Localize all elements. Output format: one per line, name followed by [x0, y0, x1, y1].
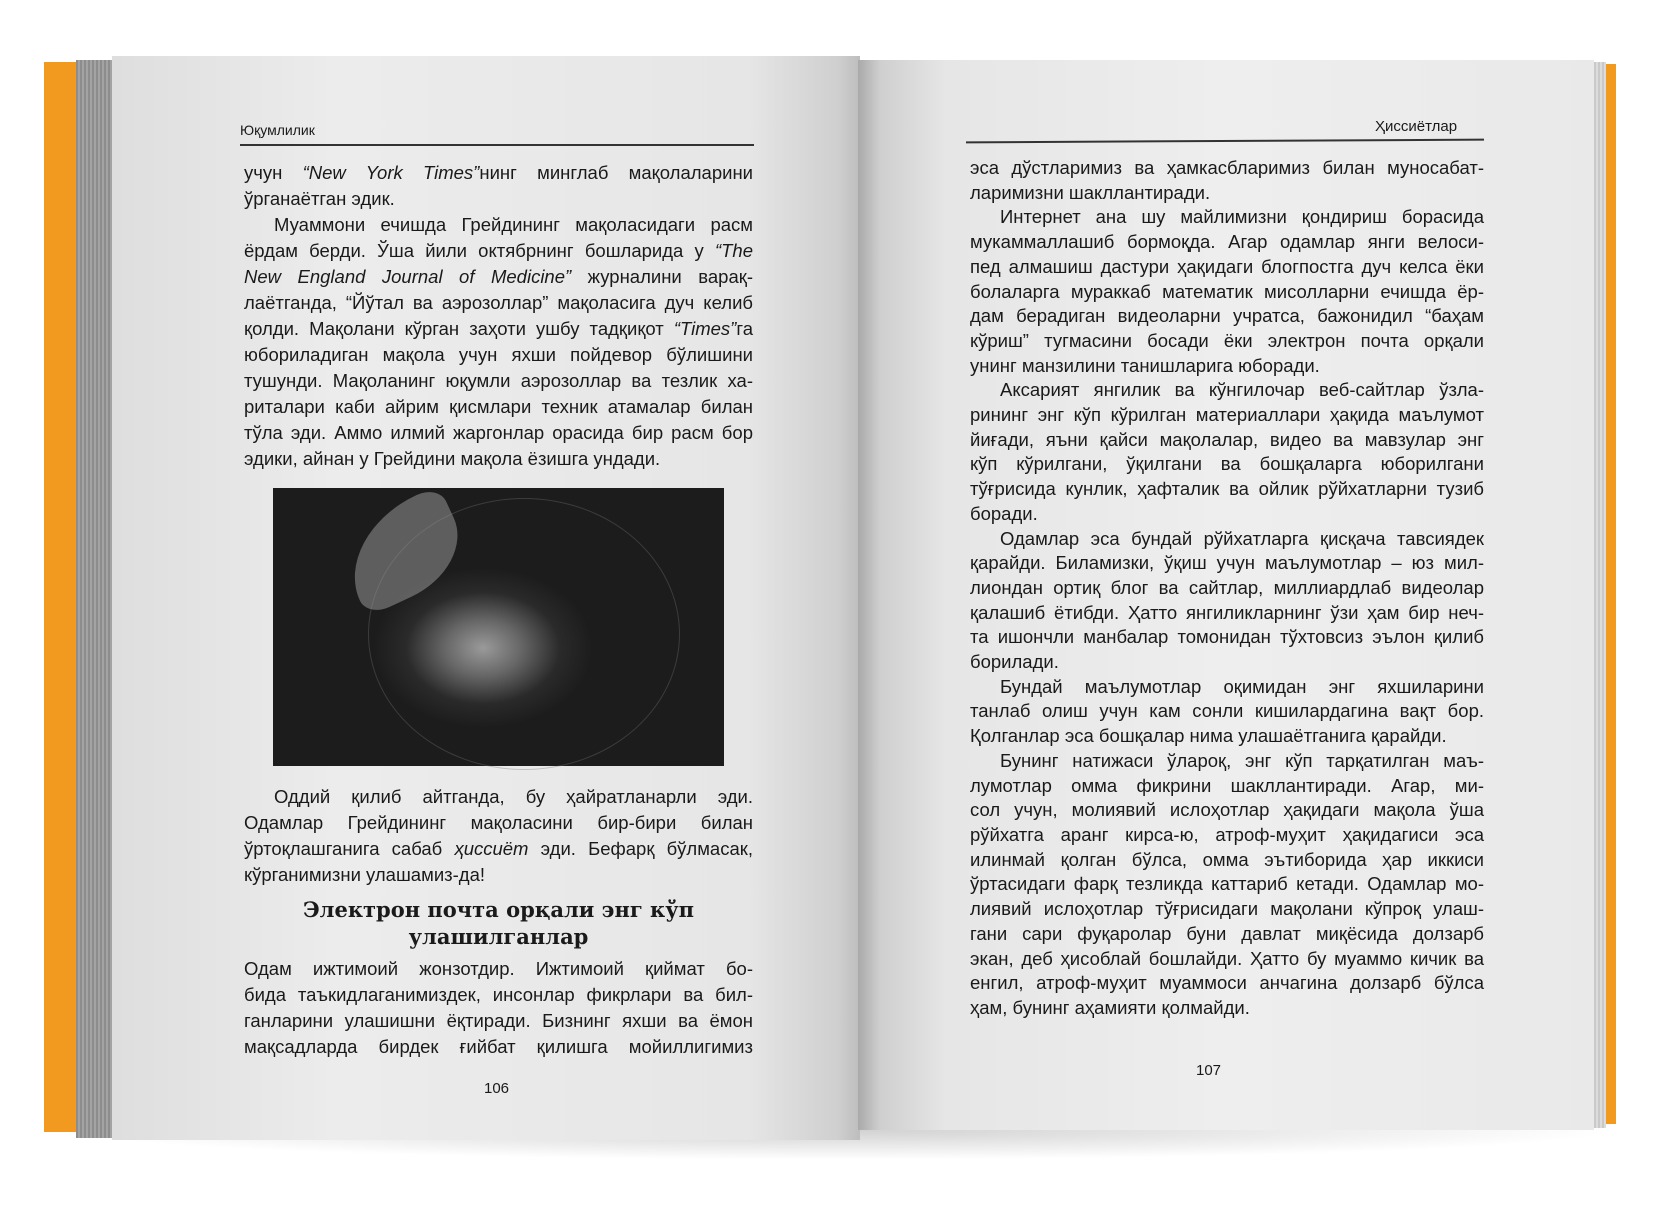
- text-run: Бундай маълумотлар оқимидан энг яхшиларини: [1000, 675, 1484, 697]
- text-line: [970, 749, 1484, 774]
- text-line: [970, 675, 1484, 700]
- text-run: ўртоқлашганига сабаб: [244, 838, 455, 859]
- text-run: гани сари фуқаролар буни давлат миқёсида долзарб: [970, 922, 1484, 944]
- text-run: риталари каби айрим қисмлари техник атамалар билан: [244, 396, 753, 417]
- text-run: экан, деб ҳисоблай бошлайди. Ҳатто бу муаммо кичик ва: [970, 947, 1484, 969]
- text-run: бида таъкидлаганимиздек, инсонлар фикрлари ва бил-: [244, 984, 753, 1005]
- text-line: [970, 452, 1484, 477]
- text-run: тушунди. Мақоланинг юқумли аэрозоллар ва тезлик ха-: [244, 370, 753, 391]
- text-line: [970, 872, 1484, 897]
- text-line: [970, 304, 1484, 329]
- text-run: танлаб олиш учун кам сонли кишилардагина вақт бор.: [970, 700, 1484, 722]
- italic-text: ҳиссиёт: [454, 838, 529, 859]
- text-run: эдики, айнан у Грейдини мақола ёзишга ундади.: [244, 448, 661, 469]
- text-line: [970, 848, 1484, 873]
- text-run: йиғади, яъни қайси мақолалар, видео ва мавзулар энг: [970, 428, 1484, 450]
- text-run: Интернет ана шу майлимизни қондириш борасида: [1000, 206, 1484, 228]
- text-run: ўрганаётган эдик.: [244, 188, 395, 209]
- text-run: ларимизни шакллантиради.: [970, 181, 1211, 203]
- aerosol-photo: [273, 488, 724, 766]
- text-line: [244, 160, 753, 186]
- text-run: боради.: [970, 502, 1038, 524]
- section-heading: [244, 896, 753, 950]
- left-header-rule: [240, 144, 754, 146]
- text-run: рининг энг кўп кўрилган материаллари ҳақида маълумот: [970, 404, 1484, 426]
- text-run: унинг манзилини танишларига юборади.: [970, 354, 1320, 376]
- text-line: [244, 238, 753, 264]
- text-run: Муаммони ечишда Грейдининг мақоласидаги расм: [274, 214, 753, 235]
- text-line: [244, 186, 753, 212]
- text-run: кўп кўрилгани, ўқилгани ва бошқаларга юборилгани: [970, 453, 1484, 475]
- text-line: [970, 699, 1484, 724]
- text-run: эди. Бефарқ бўлмасак,: [528, 838, 753, 859]
- text-line: [970, 527, 1484, 552]
- text-line: [970, 774, 1484, 799]
- text-run: та ишончли манбалар томонидан тўхтовсиз эълон қилиб: [970, 626, 1484, 648]
- italic-text: “Times”: [673, 318, 737, 339]
- text-run: журналини варақ-: [571, 266, 753, 287]
- text-run: Оддий қилиб айтганда, бу ҳайратланарли эди.: [274, 786, 753, 807]
- text-run: илинмай қолган бўлса, омма эътиборида ҳар иккиси: [970, 848, 1484, 870]
- text-line: [970, 971, 1484, 996]
- right-page-number: 107: [1196, 1062, 1222, 1079]
- text-run: мукаммаллашиб бормоқда. Агар одамлар янги велоси-: [970, 231, 1484, 253]
- text-line: [244, 342, 753, 368]
- text-line: [970, 996, 1484, 1021]
- text-run: ганларини улашишни ёқтиради. Бизнинг яхши ва ёмон: [244, 1010, 753, 1031]
- section-heading-line-1: Электрон почта орқали энг кўп: [302, 897, 695, 922]
- text-run: Одам ижтимоий жонзотдир. Ижтимоий қиймат бо-: [244, 958, 753, 979]
- text-line: [970, 650, 1484, 675]
- text-run: қарайди. Биламизки, ўқиш учун маълумотлар – юз мил-: [970, 552, 1484, 574]
- text-line: [244, 420, 753, 446]
- text-line: [244, 1034, 753, 1060]
- text-line: [244, 810, 753, 836]
- text-line: [970, 724, 1484, 749]
- text-line: [244, 264, 753, 290]
- italic-text: “The: [714, 240, 753, 261]
- text-run: ҳам, бунинг аҳамияти қолмайди.: [970, 996, 1250, 1018]
- text-line: [970, 576, 1484, 601]
- book-cover-left-edge: [44, 62, 80, 1132]
- text-run: лумотлар омма фикрини шакллантиради. Агар, ми-: [970, 774, 1484, 796]
- right-page-body: [970, 156, 1484, 1021]
- text-line: [970, 280, 1484, 305]
- text-line: [970, 378, 1484, 403]
- left-para-4: [244, 956, 753, 1060]
- text-line: [244, 784, 753, 810]
- text-line: [970, 181, 1484, 206]
- text-line: [970, 205, 1484, 230]
- text-line: [244, 956, 753, 982]
- left-page-number: 106: [484, 1080, 510, 1097]
- text-run: кўрганимизни улашамиз-да!: [244, 864, 486, 885]
- text-line: [970, 922, 1484, 947]
- text-run: ўртасидаги фарқ тезликда каттариб кетади. Одамлар мо-: [970, 873, 1484, 895]
- text-line: [970, 601, 1484, 626]
- text-line: [244, 862, 753, 888]
- text-line: [970, 947, 1484, 972]
- text-run: мақсадларда бирдек ғийбат қилишга мойиллигимиз: [244, 1036, 753, 1057]
- text-run: қалашиб ётибди. Ҳатто янгиликларнинг ўзи ҳам бир неч-: [970, 601, 1484, 623]
- text-run: Одамлар эса бундай рўйхатларга қисқача тавсиядек: [1000, 527, 1484, 549]
- text-line: [244, 368, 753, 394]
- text-line: [244, 316, 753, 342]
- text-line: [970, 428, 1484, 453]
- text-run: эса дўстларимиз ва ҳамкасбларимиз билан муносабат-: [970, 157, 1484, 178]
- text-run: дам берадиган видеоларни учратса, бажонидил “баҳам: [970, 305, 1484, 327]
- text-line: [244, 394, 753, 420]
- text-line: [970, 403, 1484, 428]
- text-run: тўғрисида кунлик, ҳафталик ва ойлик рўйхатларни тузиб: [970, 478, 1484, 500]
- text-line: [244, 212, 753, 238]
- text-run: нинг минглаб мақолаларини: [479, 162, 753, 183]
- text-run: тўла эди. Аммо илмий жаргонлар орасида бир расм бор: [244, 422, 753, 443]
- text-run: лаётганда, “Йўтал ва аэрозоллар” мақоласига дуч келиб: [244, 292, 753, 313]
- text-line: [970, 798, 1484, 823]
- text-line: [970, 255, 1484, 280]
- text-line: [970, 329, 1484, 354]
- text-run: учун: [244, 162, 303, 183]
- text-run: болаларга мураккаб математик мисолларни ечишда ёр-: [970, 280, 1484, 302]
- text-line: [970, 156, 1484, 181]
- text-line: [970, 502, 1484, 527]
- italic-text: “New York Times”: [302, 162, 480, 183]
- text-run: лиявий ислоҳотлар тўғрисидаги мақолани кўпроқ улаш-: [970, 898, 1484, 920]
- left-para-3: [244, 784, 753, 888]
- text-run: Аксарият янгилик ва кўнгилочар веб-сайтлар ўзла-: [1000, 379, 1484, 401]
- text-run: Одамлар Грейдининг мақоласини бир-бири билан: [244, 812, 753, 833]
- left-para-1: [244, 160, 753, 212]
- text-line: [244, 836, 753, 862]
- text-run: қолди. Мақолани кўрган заҳоти ушбу тадқиқот: [244, 318, 674, 339]
- text-line: [970, 477, 1484, 502]
- text-run: рўйхатга аранг кирса-ю, атроф-муҳит ҳақидагиси эса: [970, 823, 1484, 845]
- italic-text: New England Journal of Medicine”: [244, 266, 572, 287]
- text-run: Бунинг натижаси ўлароқ, энг кўп тарқатилган маъ-: [1000, 749, 1484, 771]
- left-para-2: [244, 212, 753, 472]
- text-line: [970, 354, 1484, 379]
- text-line: [970, 823, 1484, 848]
- text-line: [970, 897, 1484, 922]
- text-run: ёрдам берди. Ўша йили октябрнинг бошларида у: [244, 240, 715, 261]
- text-run: кўриш” тугмасини босади ёки электрон почта орқали: [970, 329, 1484, 351]
- text-run: Қолганлар эса бошқалар нима улашаётганига қарайди.: [970, 725, 1447, 747]
- text-run: юбориладиган мақола учун яхши пойдевор бўлишини: [244, 344, 753, 365]
- text-run: сол учун, молиявий ислоҳотлар ҳақидаги мақола ўша: [970, 799, 1484, 821]
- text-run: енгил, атроф-муҳит муаммоси анчагина долзарб бўлса: [970, 972, 1484, 994]
- right-running-header: Ҳиссиётлар: [1375, 118, 1458, 135]
- text-line: [970, 625, 1484, 650]
- text-run: лиондан ортиқ блог ва сайтлар, миллиардлаб видеолар: [970, 576, 1484, 598]
- text-run: га: [736, 318, 753, 339]
- text-line: [970, 551, 1484, 576]
- section-heading-line-2: улашилганлар: [408, 924, 589, 949]
- text-line: [244, 290, 753, 316]
- text-line: [244, 1008, 753, 1034]
- text-line: [244, 446, 753, 472]
- left-running-header: Юқумлилик: [240, 122, 315, 138]
- page-edges-left: [76, 60, 116, 1138]
- text-run: борилади.: [970, 651, 1059, 673]
- text-line: [244, 982, 753, 1008]
- text-line: [970, 230, 1484, 255]
- text-run: пед алмашиш дастури ҳақидаги блогпостга дуч келса ёки: [970, 255, 1484, 277]
